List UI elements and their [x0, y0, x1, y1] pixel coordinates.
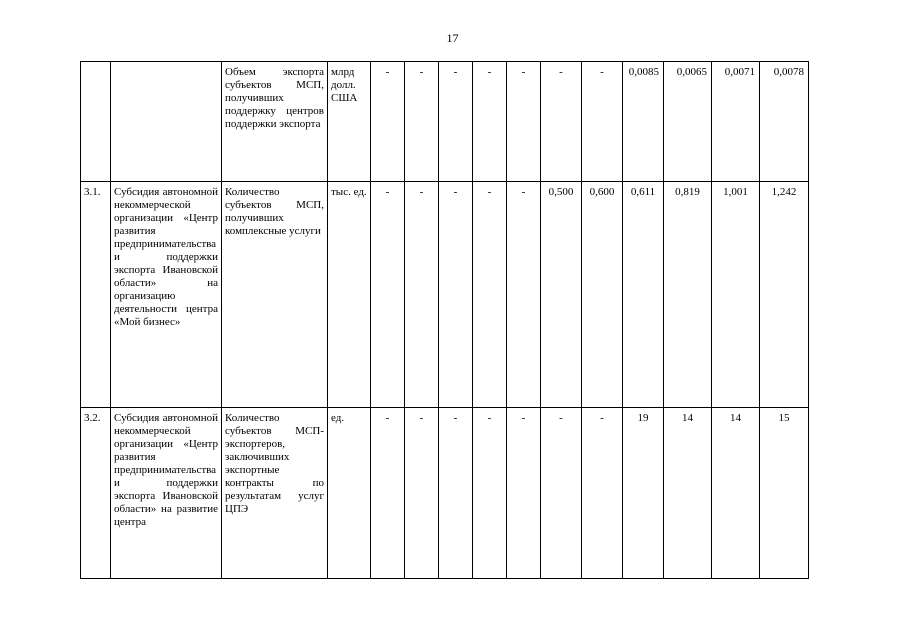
- indicator-cell: Объем экспорта субъектов МСП, получивших поддержку центров поддержки экспорта: [222, 62, 328, 182]
- table-row: [81, 408, 809, 579]
- indicator-cell: Количество субъектов МСП-экспортеров, заключивших экспортные контракты по результатам услуг ЦПЭ: [222, 408, 328, 579]
- value-cell: -: [439, 182, 473, 408]
- value-cell: -: [541, 408, 582, 579]
- value-cell: -: [439, 62, 473, 182]
- value-cell: 0,819: [664, 182, 712, 408]
- unit-cell: тыс. ед.: [328, 182, 371, 408]
- value-cell: 14: [664, 408, 712, 579]
- value-cell: -: [582, 408, 623, 579]
- value-cell: -: [473, 62, 507, 182]
- value-cell: -: [507, 408, 541, 579]
- row-number-cell: 3.2.: [81, 408, 111, 579]
- value-cell: 0,0085: [623, 62, 664, 182]
- table-row: [81, 62, 809, 182]
- value-cell: -: [541, 62, 582, 182]
- unit-cell: млрд долл. США: [328, 62, 371, 182]
- value-cell: -: [507, 62, 541, 182]
- value-cell: 14: [712, 408, 760, 579]
- row-number-cell: 3.1.: [81, 182, 111, 408]
- value-cell: -: [371, 62, 405, 182]
- value-cell: 0,600: [582, 182, 623, 408]
- value-cell: 0,500: [541, 182, 582, 408]
- value-cell: -: [371, 182, 405, 408]
- value-cell: 0,0071: [712, 62, 760, 182]
- value-cell: -: [473, 408, 507, 579]
- value-cell: -: [405, 62, 439, 182]
- indicators-table: [80, 61, 809, 579]
- value-cell: 1,242: [760, 182, 809, 408]
- value-cell: 15: [760, 408, 809, 579]
- value-cell: -: [405, 182, 439, 408]
- measure-cell: Субсидия автономной некоммерческой организации «Центр развития предпринимательства и поддержки экспорта Ивановской области» на развитие центра: [111, 408, 222, 579]
- row-number-cell: [81, 62, 111, 182]
- unit-cell: ед.: [328, 408, 371, 579]
- value-cell: -: [405, 408, 439, 579]
- value-cell: -: [439, 408, 473, 579]
- value-cell: -: [473, 182, 507, 408]
- indicator-cell: Количество субъектов МСП, получивших комплексные услуги: [222, 182, 328, 408]
- value-cell: -: [582, 62, 623, 182]
- value-cell: 0,0065: [664, 62, 712, 182]
- value-cell: 0,0078: [760, 62, 809, 182]
- value-cell: 0,611: [623, 182, 664, 408]
- value-cell: -: [371, 408, 405, 579]
- value-cell: 19: [623, 408, 664, 579]
- measure-cell: Субсидия автономной некоммерческой организации «Центр развития предпринимательства и поддержки экспорта Ивановской области» на организацию деятельности центра «Мой бизнес»: [111, 182, 222, 408]
- value-cell: -: [507, 182, 541, 408]
- table-row: [81, 182, 809, 408]
- value-cell: 1,001: [712, 182, 760, 408]
- measure-cell: [111, 62, 222, 182]
- page-number: 17: [446, 31, 459, 45]
